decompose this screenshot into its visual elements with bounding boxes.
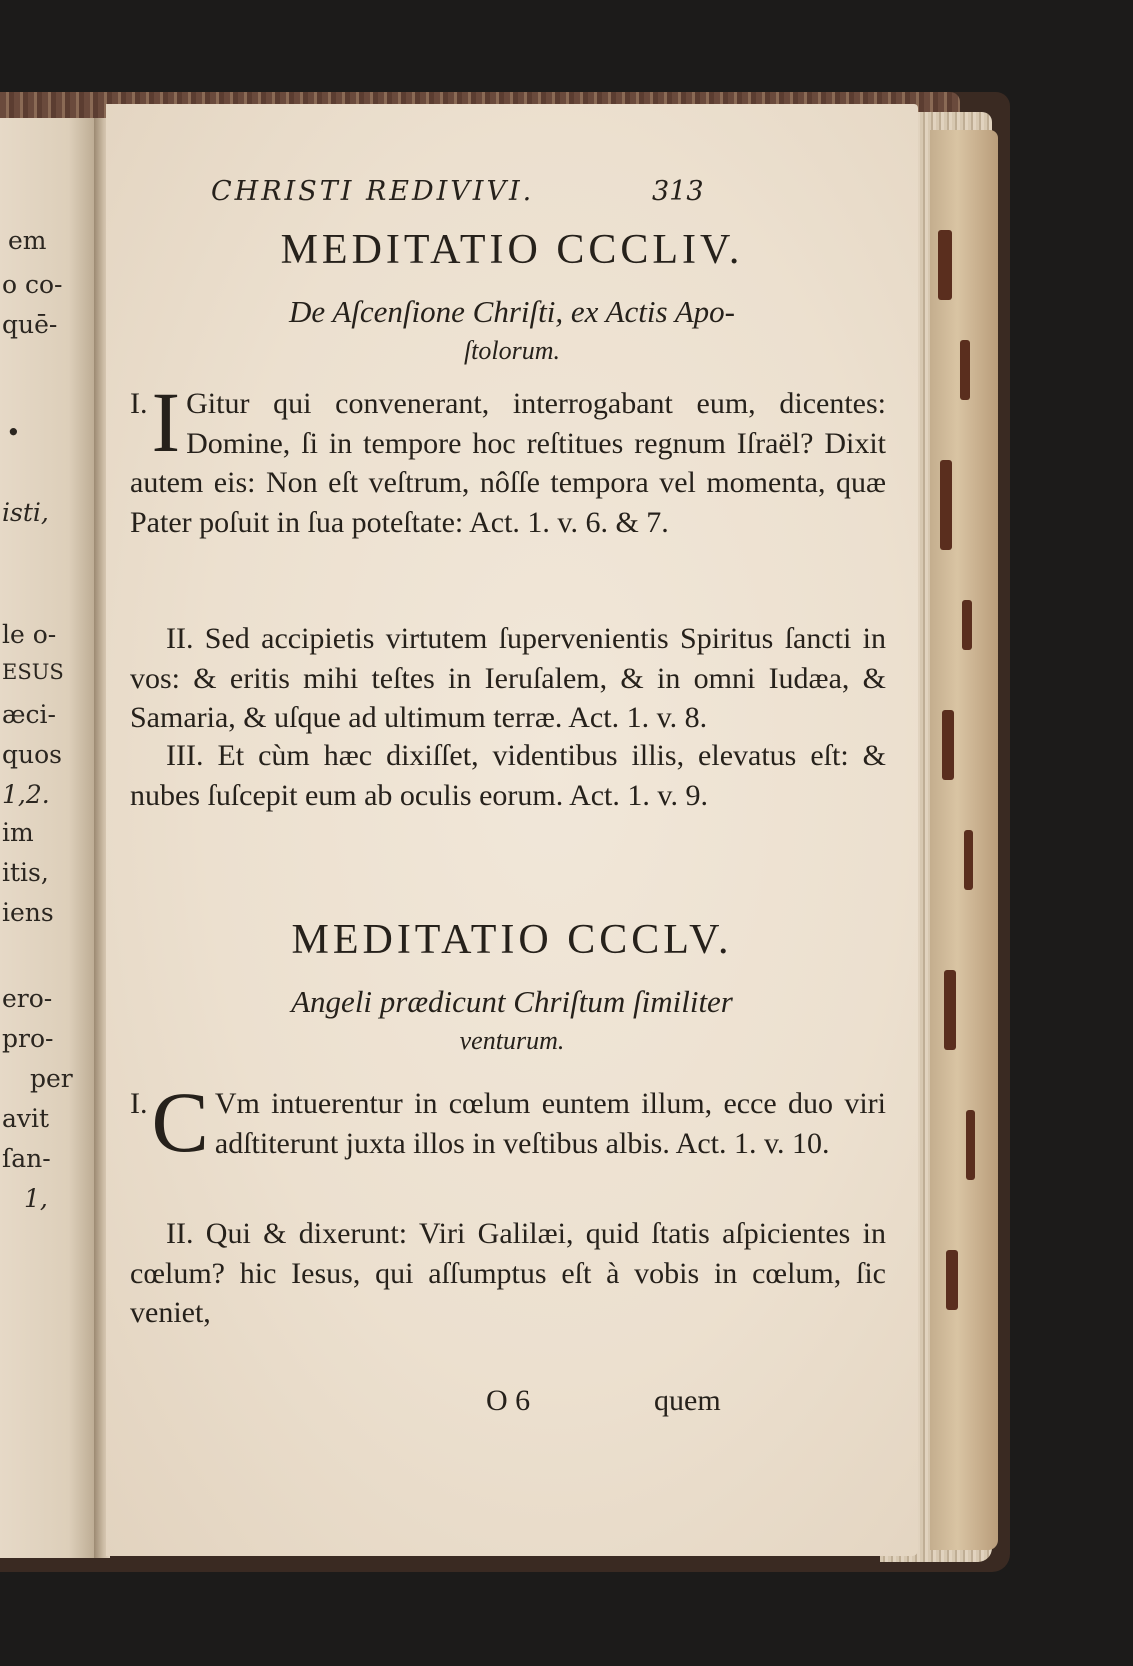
fore-edge <box>930 130 998 1550</box>
verse-number: I. <box>130 387 148 420</box>
verse-text: III. Et cùm hæc dixiſſet, videntibus illis, elevatus eſt: & nubes ſuſcepit eum ab oculis eorum. Act. 1. v. 9. <box>130 739 886 812</box>
meditation-2-verse-2 <box>130 1214 886 1333</box>
running-head-title: CHRISTI REDIVIVI. <box>211 176 535 207</box>
meditation-1-verse-2 <box>130 619 886 738</box>
verse-text: II. Qui & dixerunt: Viri Galilæi, quid ſtatis aſpicientes in cœlum? hic Iesus, qui aſſumptus eſt à vobis in cœlum, ſic veniet, <box>130 1217 886 1329</box>
left-fragment: im <box>2 818 34 847</box>
page-number: 313 <box>652 176 704 207</box>
verse-number: I. <box>130 1087 148 1120</box>
left-fragment: o co- <box>2 270 63 299</box>
meditation-1-verse-1 <box>130 374 886 542</box>
fore-edge-mark <box>966 1110 975 1180</box>
fore-edge-mark <box>946 1250 958 1310</box>
meditation-2-subtitle-line1: Angeli prædicunt Chriſtum ſimiliter <box>291 984 733 1019</box>
left-fragment: 1,2. <box>2 780 50 809</box>
left-page <box>0 118 98 1558</box>
left-fragment: quos <box>2 740 62 769</box>
meditation-1-verse-3 <box>130 736 886 815</box>
left-fragment: pro- <box>2 1024 54 1053</box>
left-fragment: ero- <box>2 984 53 1013</box>
fore-edge-mark <box>962 600 972 650</box>
left-fragment: isti, <box>2 498 49 527</box>
fore-edge-mark <box>944 970 956 1050</box>
meditation-2-subtitle-line2: venturum. <box>459 1026 565 1055</box>
signature-mark: O 6 <box>486 1384 531 1417</box>
verse-text: II. Sed accipietis virtutem ſupervenientis Spiritus ſancti in vos: & eritis mihi teſtes in Ieruſalem, & in omni Iudæa, & Samaria, & uſque ad ultimum terræ. Act. 1. v. 8. <box>130 622 886 734</box>
right-page <box>106 104 918 1556</box>
drop-cap: I <box>151 374 181 470</box>
meditation-2-heading: MEDITATIO CCCLV. <box>291 917 733 963</box>
left-fragment: æci- <box>2 700 56 729</box>
catchword: quem <box>654 1384 721 1417</box>
fore-edge-mark <box>964 830 973 890</box>
left-fragment: quē- <box>2 310 58 339</box>
meditation-1-subtitle-line2: ſtolorum. <box>463 336 561 365</box>
left-fragment: 1, <box>24 1184 48 1213</box>
meditation-1-subtitle-line1: De Aſcenſione Chriſti, ex Actis Apo- <box>289 294 735 329</box>
drop-cap: C <box>151 1074 209 1170</box>
left-fragment: ESUS <box>2 660 64 684</box>
meditation-2-verse-1 <box>130 1074 886 1170</box>
left-fragment: avit <box>2 1104 50 1133</box>
left-fragment: per <box>30 1064 73 1093</box>
fore-edge-mark <box>938 230 952 300</box>
verse-text: Gitur qui convenerant, interrogabant eum, dicentes: Domine, ſi in tempore hoc reſtitues regnum Iſraël? Dixit autem eis: Non eſt veſtrum, nôſſe tempora vel momenta, quæ Pater poſuit in ſua poteſtate: Act. 1. v. 6. & 7. <box>130 387 886 539</box>
meditation-1-heading: MEDITATIO CCCLIV. <box>280 227 744 273</box>
fore-edge-mark <box>940 460 952 550</box>
left-fragment: ſan- <box>2 1144 51 1173</box>
fore-edge-mark <box>960 340 970 400</box>
left-fragment: le o- <box>2 620 57 649</box>
left-fragment: itis, <box>2 858 49 887</box>
left-fragment: em <box>8 226 47 255</box>
left-fragment: iens <box>2 898 54 927</box>
left-fragment: • <box>6 418 21 447</box>
verse-text: Vm intuerentur in cœlum euntem illum, ecce duo viri adſtiterunt juxta illos in veſtibus albis. Act. 1. v. 10. <box>214 1087 886 1160</box>
fore-edge-mark <box>942 710 954 780</box>
